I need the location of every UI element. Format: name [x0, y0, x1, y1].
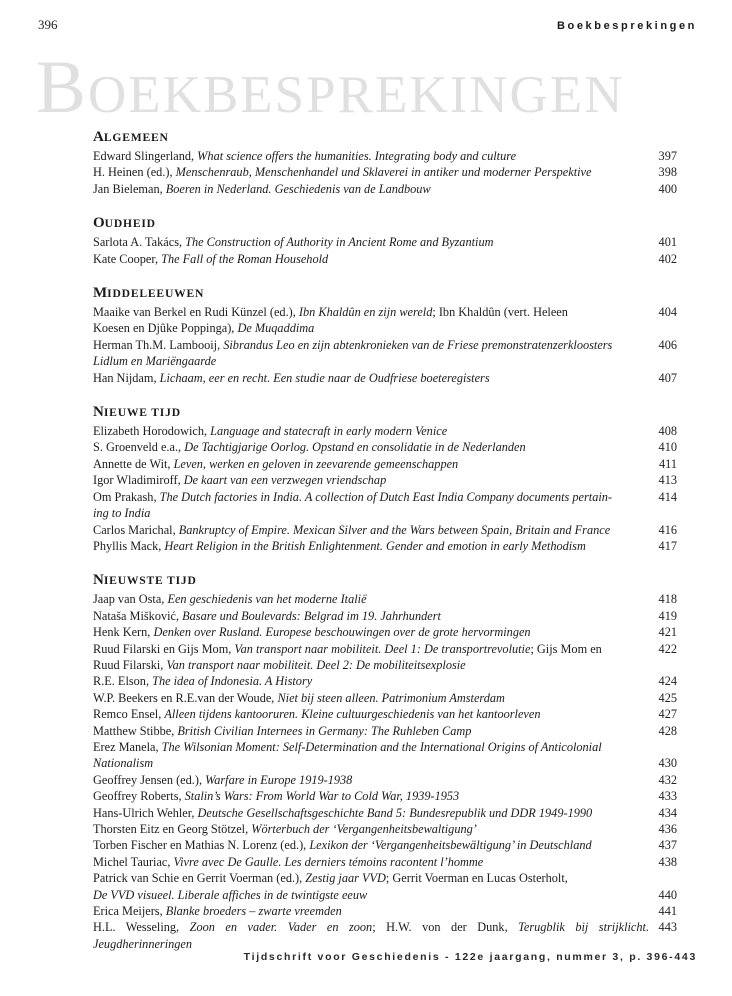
- section-heading-oudheid: [93, 212, 677, 232]
- entry-author-segment: Han Nijdam,: [93, 370, 160, 385]
- section-heading-nieuwste-tijd: [93, 569, 677, 589]
- entry-author-segment: R.E. Elson,: [93, 674, 153, 689]
- entry-text: [93, 772, 649, 788]
- entry-title-segment: Alleen tijdens kantooruren. Kleine cultuurgeschiedenis van het kantoorleven: [164, 707, 541, 722]
- section-middeleeuwen: [93, 282, 677, 386]
- entry-title-segment: Warfare in Europe 1919-1938: [205, 772, 353, 787]
- entry-page-number: [649, 936, 677, 952]
- toc-entry-line: [93, 739, 677, 755]
- section-heading-initial: M: [93, 285, 108, 302]
- entry-title-segment: Blanke broeders – zwarte vreemden: [165, 904, 342, 919]
- entry-title-segment: De Tachtigjarige Oorlog. Opstand en consolidatie in de Nederlanden: [184, 440, 526, 455]
- entry-page-number: 425: [658, 690, 677, 705]
- entry-title-segment: Stalin’s Wars: From World War to Cold War, 1939-1953: [184, 789, 460, 804]
- toc-entry-line: [93, 591, 677, 607]
- toc-entry-line: [93, 706, 677, 722]
- entry-author-segment: Edward Slingerland,: [93, 149, 198, 163]
- entry-text: [93, 870, 649, 886]
- entry-page-number: 430: [658, 756, 677, 771]
- entry-title-segment: Bankruptcy of Empire. Mexican Silver and the Wars between Spain, Britain and France: [178, 522, 611, 537]
- entry-title-segment: What science offers the humanities. Integrating body and culture: [197, 149, 517, 163]
- entry-text: [93, 624, 649, 640]
- entry-title-segment: Deutsche Gesellschaftsgeschichte Band 5: Bundesrepublik und DDR 1949-1990: [197, 805, 593, 820]
- entry-text: [93, 181, 649, 197]
- entry-page-number: 402: [658, 251, 677, 266]
- entry-title-segment: Heart Religion in the British Enlightenment. Gender and emotion in early Methodism: [164, 538, 586, 553]
- entry-text: [93, 234, 649, 250]
- toc-entry-line: [93, 251, 677, 267]
- toc-entry-line: [93, 870, 677, 886]
- entry-author-segment: Jan Bieleman,: [93, 181, 166, 196]
- toc-entry-line: [93, 673, 677, 689]
- toc-entry-line: [93, 320, 677, 336]
- entry-title-segment: Sibrandus Leo en zijn abtenkronieken van de Friese premonstratenzerkloosters: [223, 337, 613, 352]
- entry-page-number: 443: [658, 920, 677, 935]
- entry-author-segment: Om Prakash,: [93, 489, 160, 504]
- toc-entry-line: [93, 854, 677, 870]
- entry-text: [93, 854, 649, 870]
- entry-text: [93, 439, 649, 455]
- entry-text: [93, 538, 649, 554]
- entry-text: [93, 805, 649, 821]
- toc-entry-line: [93, 489, 677, 505]
- entry-page-number: 413: [658, 473, 677, 488]
- entry-author-segment: ; Gijs Mom en: [530, 641, 602, 656]
- entry-page-number: 432: [658, 772, 677, 787]
- entry-author-segment: Jaap van Osta,: [93, 592, 168, 607]
- entry-author-segment: Remco Ensel,: [93, 707, 165, 722]
- entry-page-number: 436: [658, 822, 677, 836]
- toc-entry-line: [93, 472, 677, 488]
- entry-page-number: [649, 505, 677, 521]
- toc-entry-line: [93, 723, 677, 739]
- entry-page-number: [649, 320, 677, 336]
- entry-page-number: 422: [658, 641, 677, 656]
- toc-entry-line: [93, 821, 677, 837]
- entry-title-segment: The Construction of Authority in Ancient Rome and Byzantium: [185, 235, 494, 250]
- entry-text: [93, 591, 649, 607]
- section-heading-initial: N: [93, 404, 104, 421]
- entry-title-segment: The Wilsonian Moment: Self-Determination and the International Origins of Anticolonial: [161, 739, 602, 754]
- entry-author-segment: S. Groenveld e.a.,: [93, 440, 185, 455]
- entry-text: [93, 821, 649, 837]
- entry-author-segment: H.L. Wesseling,: [93, 920, 190, 935]
- entry-text: [93, 472, 649, 488]
- entry-text: [93, 690, 649, 706]
- section-heading-rest: IEUWE TIJD: [103, 406, 181, 420]
- entry-title-segment: Basare und Boulevards: Belgrad im 19. Jahrhundert: [182, 608, 441, 623]
- section-heading-rest: UDHEID: [104, 217, 156, 231]
- entry-text: [93, 337, 649, 353]
- entry-author-segment: Erica Meijers,: [93, 904, 166, 919]
- toc-entry-line: [93, 181, 677, 197]
- entry-page-number: 438: [658, 854, 677, 869]
- entry-page-number: 427: [658, 707, 677, 722]
- entry-text: [93, 423, 649, 439]
- entry-title-segment: Wörterbuch der ‘Vergangenheitsbewaltigung’: [251, 822, 477, 836]
- entry-page-number: 440: [658, 887, 677, 902]
- toc-entry-line: [93, 439, 677, 455]
- entry-page-number: [649, 353, 677, 369]
- toc-entry-line: [93, 522, 677, 538]
- toc-entry-line: [93, 690, 677, 706]
- toc-entry-line: [93, 805, 677, 821]
- entry-page-number: 404: [658, 305, 677, 320]
- entry-text: [93, 903, 649, 919]
- entry-text: [93, 641, 649, 657]
- entry-author-segment: Maaike van Berkel en Rudi Künzel (ed.),: [93, 305, 299, 320]
- entry-author-segment: Erez Manela,: [93, 739, 162, 754]
- entry-page-number: 421: [658, 625, 677, 640]
- entry-page-number: 418: [658, 592, 677, 607]
- chapter-title-initial: B: [36, 46, 89, 129]
- toc-entry-line: [93, 304, 677, 320]
- entry-author-segment: Koesen en Djûke Poppinga),: [93, 321, 238, 336]
- entry-title-segment: Language and statecraft in early modern Venice: [210, 424, 448, 439]
- entry-title-segment: De VVD visueel. Liberale affiches in de twintigste eeuw: [93, 887, 368, 902]
- section-nieuwste-tijd: [93, 569, 677, 952]
- entry-page-number: 398: [658, 165, 677, 180]
- entry-text: [93, 657, 649, 673]
- entry-text: [93, 251, 649, 267]
- entry-author-segment: Hans-Ulrich Wehler,: [93, 805, 198, 820]
- entry-page-number: 411: [659, 456, 677, 471]
- chapter-title-rest: OEKBESPREKINGEN: [88, 66, 625, 124]
- entry-title-segment: Vivre avec De Gaulle. Les derniers témoins racontent l’homme: [173, 854, 484, 869]
- entry-page-number: 400: [658, 181, 677, 196]
- entry-text: [93, 936, 649, 952]
- toc-entry-line: [93, 370, 677, 386]
- entry-page-number: 428: [658, 723, 677, 738]
- entry-author-segment: Sarlota A. Takács,: [93, 235, 186, 250]
- entry-text: [93, 522, 649, 538]
- entry-text: [93, 706, 649, 722]
- entry-title-segment: Lichaam, eer en recht. Een studie naar de Oudfriese boeteregisters: [159, 370, 490, 385]
- chapter-title-watermark: [36, 46, 625, 129]
- entry-author-segment: W.P. Beekers en R.E.van der Woude,: [93, 690, 278, 705]
- entry-title-segment: Van transport naar mobiliteit. Deel 2: De mobiliteitsexplosie: [166, 657, 466, 672]
- entry-author-segment: Ruud Filarski,: [93, 657, 167, 672]
- entry-page-number: 397: [658, 149, 677, 163]
- entry-page-number: 408: [658, 424, 677, 439]
- toc-entry-line: [93, 337, 677, 353]
- entry-page-number: 441: [658, 904, 677, 919]
- entry-author-segment: H. Heinen (ed.),: [93, 165, 176, 180]
- entry-page-number: [649, 870, 677, 886]
- entry-text: [93, 304, 649, 320]
- toc-entry-line: [93, 919, 677, 935]
- entry-text: [93, 320, 649, 336]
- entry-page-number: 401: [658, 235, 677, 250]
- entry-title-segment: Denken over Rusland. Europese beschouwingen over de grote hervormingen: [153, 625, 531, 640]
- entry-title-segment: Lidlum en Mariëngaarde: [93, 354, 217, 369]
- entry-title-segment: The Fall of the Roman Household: [161, 251, 329, 266]
- entry-title-segment: Menschenraub, Menschenhandel und Sklaverei in antiker und moderner Perspektive: [175, 165, 592, 180]
- entry-text: [93, 837, 649, 853]
- toc-entry-line: [93, 423, 677, 439]
- toc-entry-line: [93, 456, 677, 472]
- toc-entry-line: [93, 234, 677, 250]
- entry-title-segment: ing to India: [93, 506, 151, 521]
- entry-title-segment: Leven, werken en geloven in zeevarende gemeenschappen: [173, 456, 459, 471]
- entry-page-number: 433: [658, 789, 677, 804]
- entry-title-segment: Een geschiedenis van het moderne Italië: [167, 592, 367, 607]
- entry-author-segment: Thorsten Eitz en Georg Stötzel,: [93, 822, 252, 836]
- section-heading-algemeen: [93, 126, 677, 146]
- entry-author-segment: Phyllis Mack,: [93, 538, 165, 553]
- entry-author-segment: ; Ibn Khaldûn (vert. Heleen: [432, 305, 568, 320]
- toc-entry-line: [93, 641, 677, 657]
- entry-page-number: 406: [658, 337, 677, 352]
- entry-author-segment: Ruud Filarski en Gijs Mom,: [93, 641, 235, 656]
- entry-text: [93, 164, 649, 180]
- section-heading-initial: O: [93, 215, 105, 232]
- toc-entry-line: [93, 538, 677, 554]
- entry-text: [93, 370, 649, 386]
- entry-page-number: 416: [658, 522, 677, 537]
- entry-author-segment: Geoffrey Roberts,: [93, 789, 185, 804]
- toc-entry-line: [93, 837, 677, 853]
- entry-author-segment: Elizabeth Horodowich,: [93, 424, 211, 439]
- entry-title-segment: Van transport naar mobiliteit. Deel 1: De transportrevolutie: [234, 641, 531, 656]
- entry-title-segment: Zoon en vader. Vader en zoon: [189, 920, 373, 935]
- entry-title-segment: Jeugdherinneringen: [93, 936, 193, 951]
- entry-title-segment: Niet bij steen alleen. Patrimonium Amsterdam: [277, 690, 505, 705]
- toc-entry-line: [93, 624, 677, 640]
- entry-page-number: 419: [658, 608, 677, 623]
- section-heading-initial: A: [93, 129, 104, 145]
- toc-entry-line: [93, 887, 677, 903]
- header-page-number: 396: [38, 17, 58, 32]
- entry-author-segment: ; Gerrit Voerman en Lucas Osterholt,: [385, 871, 568, 886]
- entry-title-segment: The Dutch factories in India. A collection of Dutch East India Company documents pertain-: [159, 489, 613, 504]
- entry-page-number: 424: [658, 674, 677, 689]
- entry-text: [93, 755, 649, 771]
- toc-entry-line: [93, 657, 677, 673]
- entry-text: [93, 489, 649, 505]
- entry-author-segment: Herman Th.M. Lambooij,: [93, 337, 224, 352]
- entry-title-segment: Zestig jaar VVD: [305, 871, 386, 886]
- section-algemeen: [93, 126, 677, 197]
- entry-author-segment: Patrick van Schie en Gerrit Voerman (ed.),: [93, 871, 306, 886]
- entry-text: [93, 739, 649, 755]
- entry-title-segment: Boeren in Nederland. Geschiedenis van de Landbouw: [165, 181, 431, 196]
- entry-author-segment: Matthew Stibbe,: [93, 723, 178, 738]
- entry-page-number: [649, 657, 677, 673]
- entry-page-number: 417: [658, 538, 677, 553]
- section-heading-rest: IDDELEEUWEN: [107, 287, 205, 301]
- entry-text: [93, 353, 649, 369]
- entry-author-segment: Igor Wladimiroff,: [93, 473, 184, 488]
- entry-text: [93, 148, 649, 164]
- entry-title-segment: De Muqaddima: [237, 321, 315, 336]
- entry-page-number: 414: [658, 489, 677, 504]
- entry-page-number: 410: [658, 440, 677, 455]
- section-heading-initial: N: [93, 572, 104, 589]
- entry-page-number: 407: [658, 370, 677, 385]
- toc-entry-line: [93, 936, 677, 952]
- entry-page-number: 434: [658, 805, 677, 820]
- entry-author-segment: Carlos Marichal,: [93, 522, 179, 537]
- entry-text: [93, 919, 649, 935]
- toc-entry-line: [93, 164, 677, 180]
- section-oudheid: [93, 212, 677, 267]
- section-heading-nieuwe-tijd: [93, 401, 677, 421]
- section-heading-middeleeuwen: [93, 282, 677, 302]
- entry-author-segment: ; H.W. von der Dunk,: [372, 920, 519, 935]
- entry-page-number: 437: [658, 838, 677, 853]
- entry-author-segment: Michel Tauriac,: [93, 854, 174, 869]
- toc-entry-line: [93, 755, 677, 771]
- table-of-contents: [93, 126, 677, 952]
- entry-text: [93, 673, 649, 689]
- entry-author-segment: Annette de Wit,: [93, 456, 174, 471]
- entry-title-segment: Terugblik bij strijklicht.: [518, 920, 650, 935]
- footer-journal-line: Tijdschrift voor Geschiedenis - 122e jaargang, nummer 3, p. 396-443: [243, 951, 697, 963]
- entry-author-segment: Torben Fischer en Mathias N. Lorenz (ed.),: [93, 838, 310, 853]
- entry-title-segment: De kaart van een verzwegen vriendschap: [183, 473, 387, 488]
- toc-entry-line: [93, 788, 677, 804]
- entry-text: [93, 788, 649, 804]
- toc-entry-line: [93, 148, 677, 164]
- entry-author-segment: Kate Cooper,: [93, 251, 162, 266]
- entry-text: [93, 608, 649, 624]
- toc-entry-line: [93, 608, 677, 624]
- entry-page-number: [649, 739, 677, 755]
- entry-author-segment: Henk Kern,: [93, 625, 154, 640]
- toc-entry-line: [93, 903, 677, 919]
- entry-author-segment: Geoffrey Jensen (ed.),: [93, 772, 206, 787]
- toc-entry-line: [93, 505, 677, 521]
- entry-title-segment: Ibn Khaldûn en zijn wereld: [298, 305, 433, 320]
- toc-entry-line: [93, 772, 677, 788]
- entry-title-segment: Lexikon der ‘Vergangenheitsbewältigung’ in Deutschland: [309, 838, 592, 853]
- entry-title-segment: British Civilian Internees in Germany: The Ruhleben Camp: [177, 723, 472, 738]
- entry-author-segment: Nataša Mišković,: [93, 608, 183, 623]
- entry-title-segment: Nationalism: [93, 756, 154, 771]
- section-heading-rest: LGEMEEN: [103, 131, 169, 144]
- section-heading-rest: IEUWSTE TIJD: [103, 574, 197, 588]
- entry-title-segment: The idea of Indonesia. A History: [152, 674, 313, 689]
- header-running-title: Boekbesprekingen: [556, 20, 697, 32]
- section-nieuwe-tijd: [93, 401, 677, 554]
- entry-text: [93, 887, 649, 903]
- toc-entry-line: [93, 353, 677, 369]
- entry-text: [93, 456, 649, 472]
- entry-text: [93, 723, 649, 739]
- entry-text: [93, 505, 649, 521]
